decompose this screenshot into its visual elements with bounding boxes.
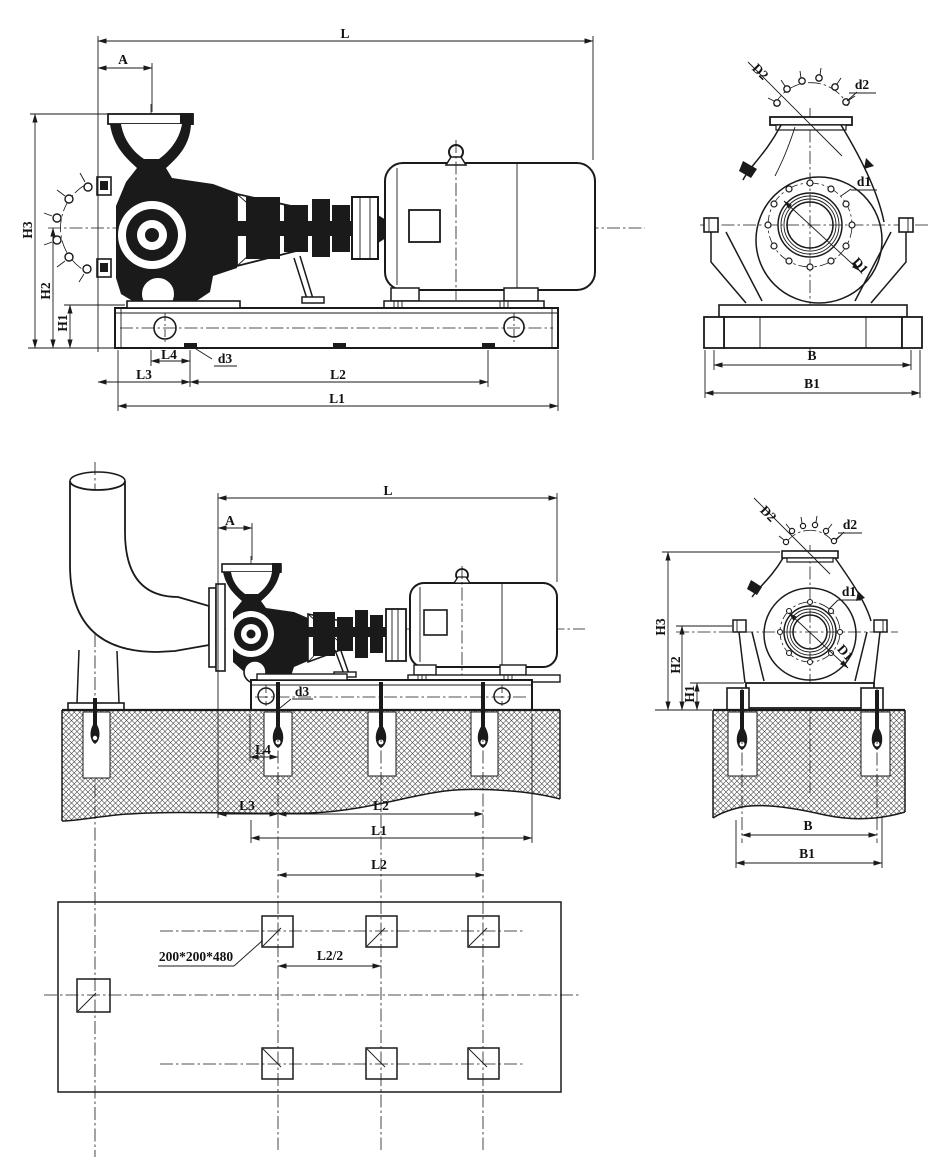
- dim-label-D2: D2: [757, 502, 780, 525]
- suction-elbow-pipe: [68, 472, 225, 710]
- plan-view: [44, 875, 580, 1092]
- dim-label-H2: H2: [38, 282, 53, 300]
- mid-side-view: [62, 462, 585, 1157]
- anchor-pocket-size-note: 200*200*480: [158, 949, 234, 964]
- casing-support: [704, 218, 922, 348]
- dim-label-L2: L2: [373, 798, 389, 813]
- suction-flange-bolts: [44, 173, 92, 282]
- dim-label-L4: L4: [161, 347, 177, 362]
- motor-junction-box: [409, 210, 440, 242]
- dim-label-L3: L3: [136, 367, 152, 382]
- dim-label-L2: L2: [371, 857, 387, 872]
- dim-label-B1: B1: [804, 376, 820, 391]
- mid-end-view: [655, 498, 905, 868]
- dim-label-D1: D1: [849, 254, 872, 277]
- baseplate: [115, 301, 558, 349]
- dim-label-B1: B1: [799, 846, 815, 861]
- dim-label-d1: d1: [841, 584, 857, 599]
- dim-label-d2: d2: [842, 517, 858, 532]
- motor: [408, 566, 560, 690]
- dim-label-L: L: [383, 483, 393, 498]
- dim-label-H3: H3: [20, 221, 35, 239]
- top-side-view: [28, 36, 645, 411]
- motor: [384, 140, 595, 309]
- casing-support: [727, 620, 887, 710]
- dim-label-H2: H2: [668, 656, 683, 674]
- dim-label-L4: L4: [255, 742, 271, 757]
- dim-label-H3: H3: [653, 618, 668, 636]
- dim-label-D2: D2: [749, 60, 772, 83]
- dim-label-L3: L3: [239, 798, 255, 813]
- baseplate: [251, 674, 532, 710]
- dim-label-d3: d3: [217, 351, 233, 366]
- dim-label-H1: H1: [55, 314, 70, 332]
- dim-label-d1: d1: [856, 174, 872, 189]
- motor-junction-box: [424, 610, 447, 635]
- dim-label-L: L: [340, 26, 350, 41]
- dim-label-A: A: [225, 513, 235, 528]
- dim-label-d3: d3: [294, 684, 310, 699]
- dim-label-D1: D1: [834, 641, 857, 664]
- dim-label-A: A: [118, 52, 128, 67]
- dim-label-L1: L1: [371, 823, 387, 838]
- anchor-pockets: [77, 916, 499, 1079]
- dim-label-L2-half: L2/2: [316, 948, 344, 963]
- dim-label-H1: H1: [682, 685, 697, 703]
- dim-label-L2: L2: [330, 367, 346, 382]
- discharge-flange-bolts: [768, 68, 855, 106]
- dim-label-L1: L1: [329, 391, 345, 406]
- pump-casing: [222, 556, 406, 683]
- dim-label-B: B: [807, 348, 817, 363]
- dim-label-d2: d2: [854, 77, 870, 92]
- dim-label-B: B: [803, 818, 813, 833]
